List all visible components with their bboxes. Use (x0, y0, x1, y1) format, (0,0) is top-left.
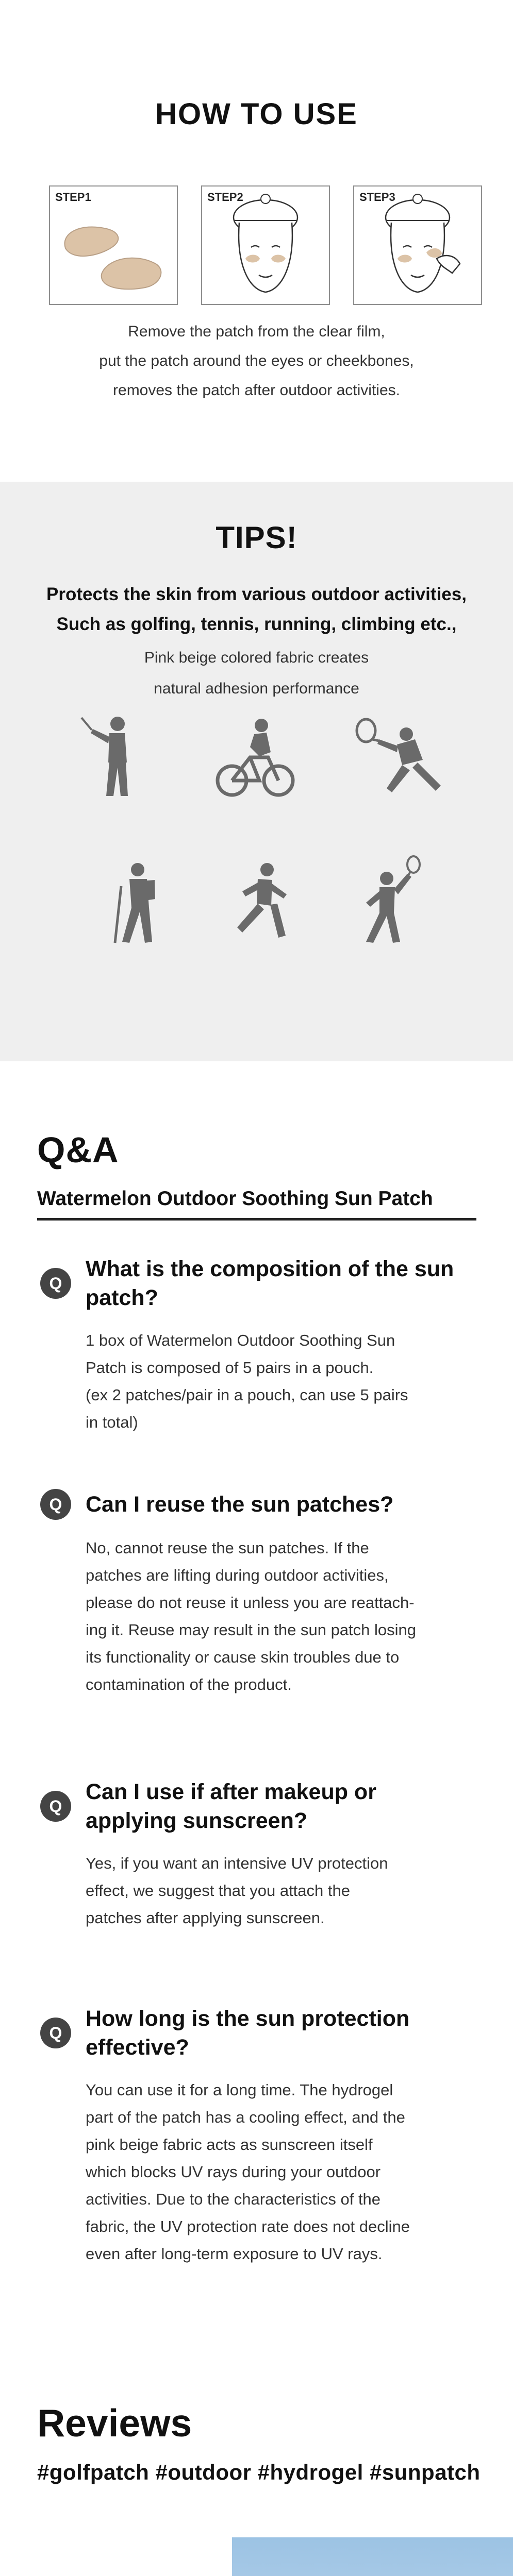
golfer-icon (77, 714, 150, 801)
runner-icon (227, 860, 294, 943)
how-to-use-title: HOW TO USE (155, 97, 358, 131)
answer-line: ing it. Reuse may result in the sun patch losing (86, 1621, 417, 1639)
step-3-card (353, 185, 482, 305)
q-badge-icon: Q (40, 1268, 71, 1299)
qa-answer (86, 1327, 462, 1436)
answer-line: pink beige fabric acts as sunscreen itself (86, 2136, 373, 2154)
description-line: put the patch around the eyes or cheekbones, (99, 352, 414, 369)
answer-line: contamination of the product. (86, 1675, 292, 1693)
qa-item-makeup (40, 1777, 484, 1931)
step-1-card (49, 185, 178, 305)
hiker-icon (106, 860, 168, 945)
step-1-label: STEP1 (55, 191, 91, 204)
qa-answer (86, 1534, 462, 1698)
answer-line: even after long-term exposure to UV rays. (86, 2245, 383, 2263)
answer-line: patches are lifting during outdoor activities, (86, 1566, 389, 1584)
badminton-player-icon (351, 855, 423, 945)
how-to-use-description (0, 317, 513, 405)
question-line: Can I use if after makeup or (86, 1780, 376, 1804)
tips-section (0, 482, 513, 1061)
qa-section (0, 1061, 513, 2401)
qa-item-duration (40, 2004, 484, 2267)
face-removing-patch-illustration (354, 187, 481, 304)
qa-question (86, 1777, 376, 1835)
answer-line: Yes, if you want an intensive UV protection (86, 1854, 388, 1872)
reviews-section (0, 2401, 513, 2576)
qa-title: Q&A (37, 1130, 119, 1170)
answer-line: its functionality or cause skin troubles due to (86, 1648, 400, 1666)
tips-subtext (0, 642, 513, 704)
reviews-hashtags: #golfpatch #outdoor #hydrogel #sunpatch (37, 2460, 481, 2484)
answer-line: patches after applying sunscreen. (86, 1909, 325, 1927)
answer-line: activities. Due to the characteristics of the (86, 2190, 381, 2208)
tips-headline-line: Such as golfing, tennis, running, climbing etc., (56, 614, 457, 634)
qa-question-row (40, 2004, 484, 2062)
description-line: Remove the patch from the clear film, (128, 323, 385, 340)
q-badge-icon: Q (40, 1489, 71, 1520)
how-to-use-section (0, 0, 513, 482)
description-line: removes the patch after outdoor activities. (113, 382, 400, 399)
question-line: applying sunscreen? (86, 1808, 308, 1833)
qa-answer (86, 1850, 462, 1931)
answer-line: Patch is composed of 5 pairs in a pouch. (86, 1359, 374, 1377)
qa-product-subtitle: Watermelon Outdoor Soothing Sun Patch (37, 1188, 433, 1210)
answer-line: 1 box of Watermelon Outdoor Soothing Sun (86, 1331, 395, 1349)
cyclist-icon (214, 716, 296, 801)
answer-line: fabric, the UV protection rate does not decline (86, 2217, 410, 2235)
qa-question-row (40, 1777, 484, 1835)
qa-question-row (40, 1489, 484, 1520)
qa-question: Can I reuse the sun patches? (86, 1492, 394, 1517)
answer-line: You can use it for a long time. The hydrogel (86, 2081, 393, 2099)
qa-item-reuse (40, 1489, 484, 1698)
face-with-patches-illustration (202, 187, 329, 304)
review-photo-golfer (232, 2537, 513, 2576)
answer-line: No, cannot reuse the sun patches. If the (86, 1539, 369, 1557)
answer-line: part of the patch has a cooling effect, and the (86, 2108, 405, 2126)
qa-question: How long is the sun protection effective? (86, 2006, 410, 2060)
tips-subtext-line: natural adhesion performance (154, 680, 359, 697)
qa-subtitle-underline (37, 1218, 476, 1221)
answer-line: effect, we suggest that you attach the (86, 1882, 350, 1900)
step-2-label: STEP2 (207, 191, 243, 204)
q-badge-icon: Q (40, 1791, 71, 1822)
qa-answer (86, 2076, 462, 2267)
answer-line: in total) (86, 1413, 138, 1431)
tips-headline-line: Protects the skin from various outdoor activities, (46, 584, 467, 604)
tips-headline (0, 580, 513, 639)
step-3-label: STEP3 (359, 191, 395, 204)
answer-line: please do not reuse it unless you are reattach- (86, 1594, 415, 1612)
qa-item-composition (40, 1255, 484, 1436)
answer-line: (ex 2 patches/pair in a pouch, can use 5 pairs (86, 1386, 408, 1404)
steps-row (49, 185, 482, 305)
golfer-woman-figure (232, 2537, 513, 2576)
qa-question: What is the composition of the sun patch? (86, 1257, 454, 1310)
tennis-player-icon (351, 716, 449, 799)
tips-subtext-line: Pink beige colored fabric creates (144, 649, 369, 666)
qa-question-row (40, 1255, 484, 1312)
step-2-card (201, 185, 330, 305)
patch-pair-illustration (50, 187, 177, 304)
tips-title: TIPS! (216, 520, 297, 555)
answer-line: which blocks UV rays during your outdoor (86, 2163, 381, 2181)
reviews-title: Reviews (37, 2401, 192, 2445)
q-badge-icon: Q (40, 2018, 71, 2048)
